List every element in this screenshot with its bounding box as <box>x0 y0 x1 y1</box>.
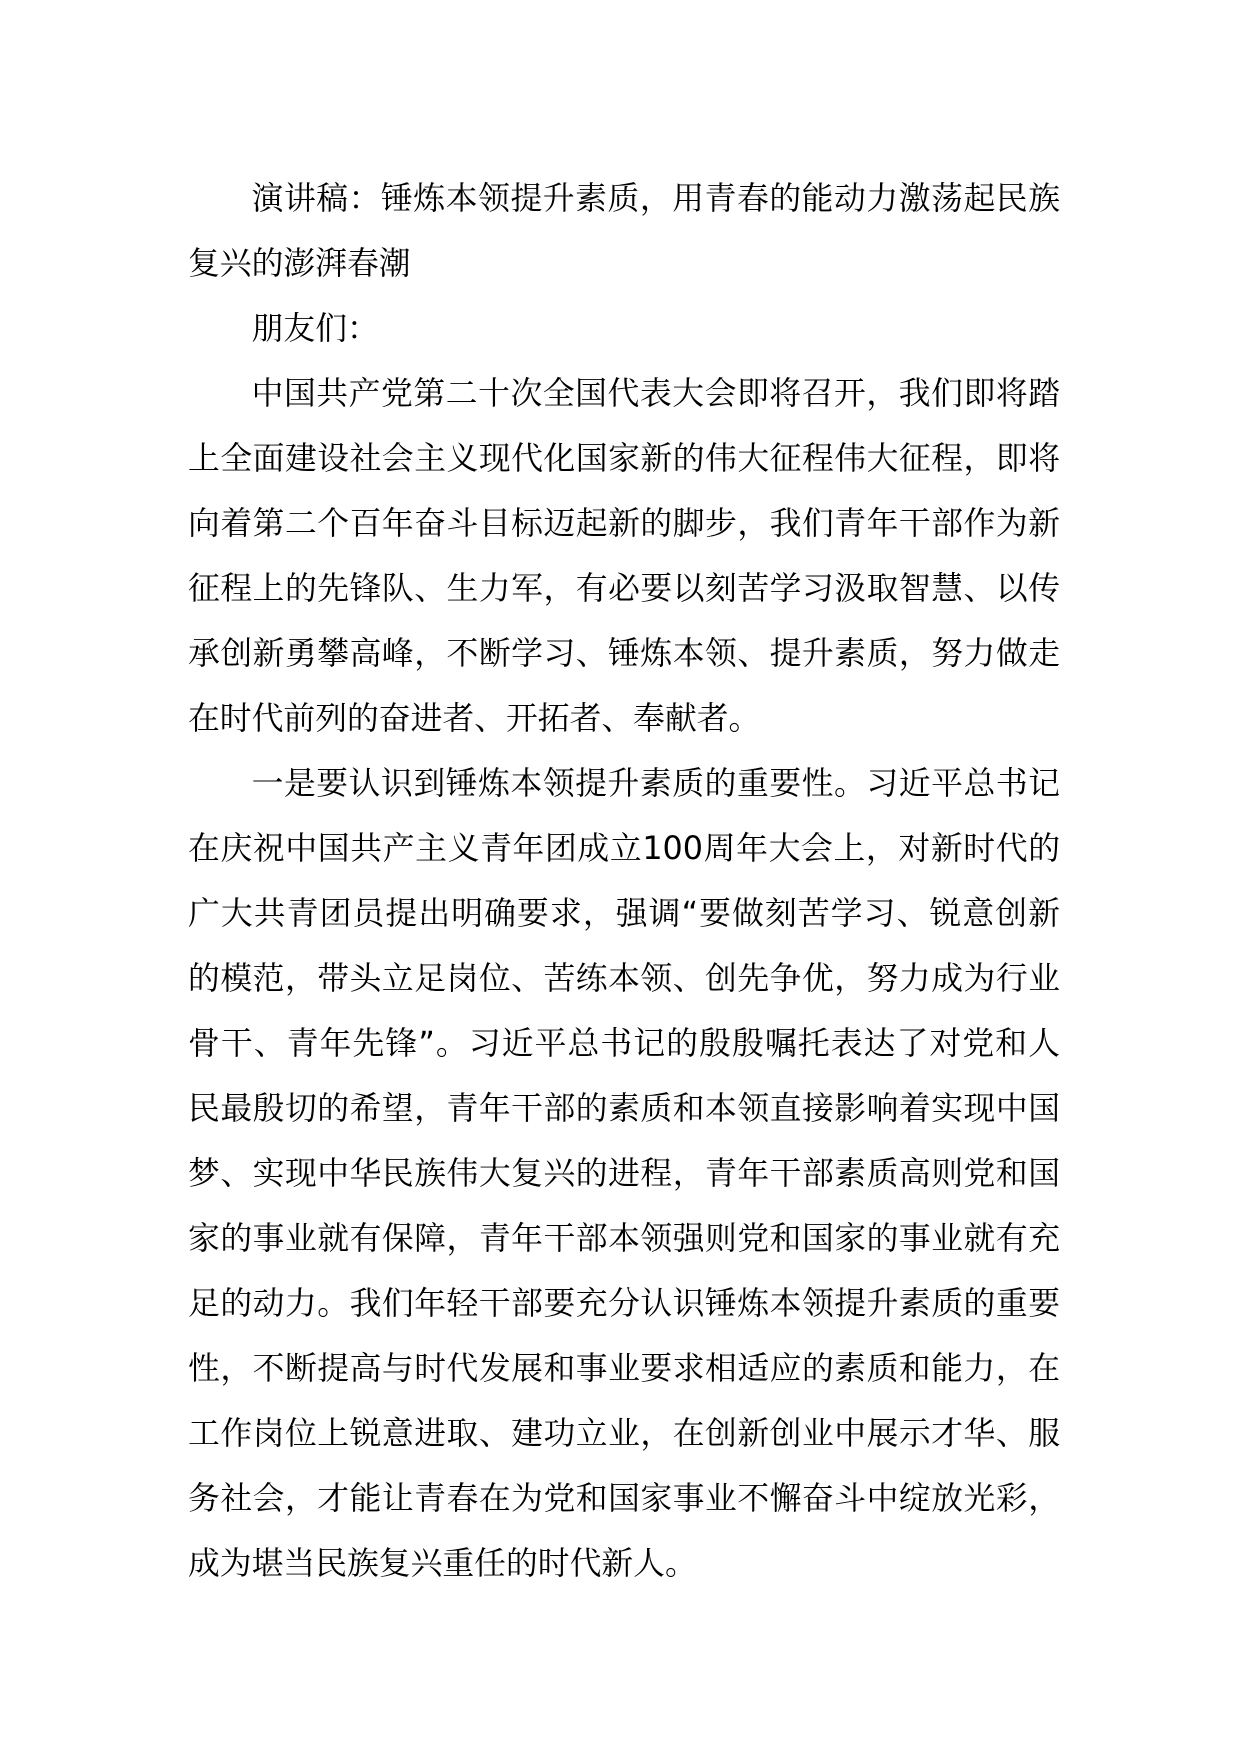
salutation: 朋友们： <box>251 310 379 347</box>
document-body <box>188 166 1060 1596</box>
paragraph-point-one: 一是要认识到锤炼本领提升素质的重要性。习近平总书记在庆祝中国共产主义青年团成立100周年大会上，对新时代的广大共青团员提出明确要求，强调“要做刻苦学习、锐意创新的模范，带头立足岗位、苦练本领、创先争优，努力成为行业骨干、青年先锋”。习近平总书记的殷殷嘱托表达了对党和人民最殷切的希望，青年干部的素质和本领直接影响着实现中国梦、实现中华民族伟大复兴的进程，青年干部素质高则党和国家的事业就有保障，青年干部本领强则党和国家的事业就有充足的动力。我们年轻干部要充分认识锤炼本领提升素质的重要性，不断提高与时代发展和事业要求相适应的素质和能力，在工作岗位上锐意进取、建功立业，在创新创业中展示才华、服务社会，才能让青春在为党和国家事业不懈奋斗中绽放光彩，成为堪当民族复兴重任的时代新人。 <box>188 765 1060 1582</box>
paragraph-intro: 中国共产党第二十次全国代表大会即将召开，我们即将踏上全面建设社会主义现代化国家新的伟大征程伟大征程，即将向着第二个百年奋斗目标迈起新的脚步，我们青年干部作为新征程上的先锋队、生力军，有必要以刻苦学习汲取智慧、以传承创新勇攀高峰，不断学习、锤炼本领、提升素质，努力做走在时代前列的奋进者、开拓者、奉献者。 <box>188 375 1060 737</box>
document-title: 演讲稿：锤炼本领提升素质，用青春的能动力激荡起民族复兴的澎湃春潮 <box>188 180 1060 282</box>
